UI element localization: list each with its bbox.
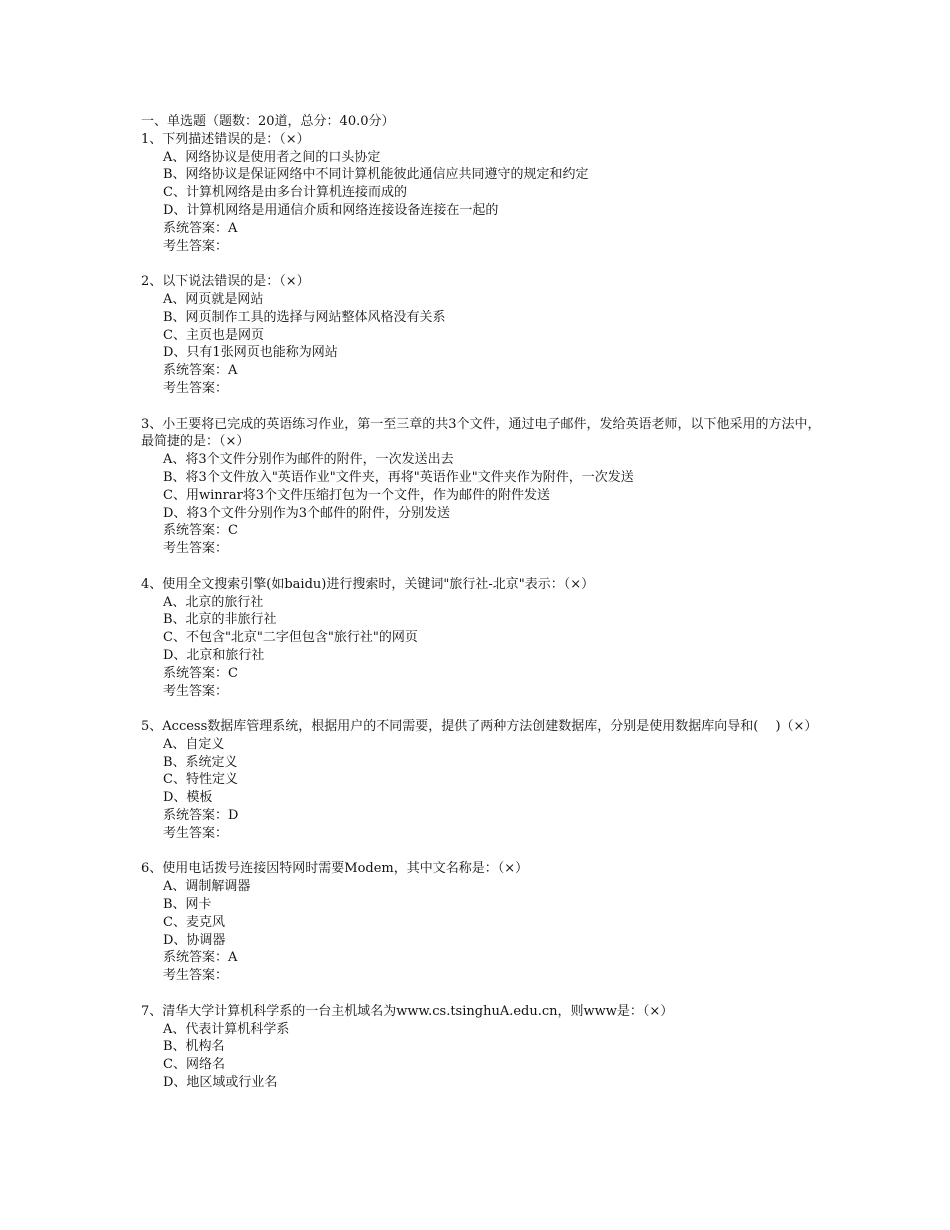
option-a: A、调制解调器 — [163, 879, 251, 895]
question-block — [141, 273, 821, 398]
question-stem: 5、Access数据库管理系统，根据用户的不同需要，提供了两种方法创建数据库，分别是使用数据库向导和( )（×） — [141, 719, 818, 735]
student-answer-label: 考生答案： — [163, 238, 229, 254]
spacer — [141, 398, 821, 416]
option-a: A、网页就是网站 — [163, 291, 264, 307]
exam-document — [141, 113, 821, 1092]
system-answer — [141, 665, 821, 683]
student-answer-label: 考生答案： — [163, 541, 229, 557]
question-block — [141, 131, 821, 256]
option-b: B、机构名 — [163, 1039, 225, 1055]
student-answer — [141, 238, 821, 256]
question-block — [141, 416, 821, 558]
question-stem: 4、使用全文搜索引擎(如baidu)进行搜索时，关键词"旅行社-北京"表示：（×） — [141, 576, 595, 592]
student-answer-label: 考生答案： — [163, 380, 229, 396]
system-answer-label: 系统答案： — [163, 363, 229, 379]
spacer — [141, 985, 821, 1003]
system-answer — [141, 949, 821, 967]
option-c: C、用winrar将3个文件压缩打包为一个文件，作为邮件的附件发送 — [163, 487, 551, 503]
system-answer — [141, 522, 821, 540]
option-c: C、麦克风 — [163, 914, 225, 930]
option-a: A、代表计算机科学系 — [163, 1021, 290, 1037]
question-stem: 2、以下说法错误的是：（×） — [141, 274, 310, 290]
option-c: C、主页也是网页 — [163, 327, 264, 343]
question-stem: 1、下列描述错误的是：（×） — [141, 131, 310, 147]
option-a: A、网络协议是使用者之间的口头协定 — [163, 149, 381, 165]
option-d: D、模板 — [163, 790, 213, 806]
system-answer-label: 系统答案： — [163, 808, 229, 824]
system-answer — [141, 807, 821, 825]
option-d: D、只有1张网页也能称为网站 — [163, 345, 338, 361]
student-answer-label: 考生答案： — [163, 968, 229, 984]
system-answer-value: D — [228, 808, 239, 824]
option-b: B、系统定义 — [163, 754, 238, 770]
section-title: 一、单选题（题数：20道，总分：40.0分） — [141, 114, 395, 129]
option-b: B、网络协议是保证网络中不同计算机能彼此通信应共同遵守的规定和约定 — [163, 167, 589, 183]
option-a: A、自定义 — [163, 736, 225, 752]
option-a: A、北京的旅行社 — [163, 594, 264, 610]
option-d: D、将3个文件分别作为3个邮件的附件，分别发送 — [163, 505, 450, 521]
option-d: D、地区域或行业名 — [163, 1075, 278, 1091]
spacer — [141, 558, 821, 576]
option-b: B、将3个文件放入"英语作业"文件夹，再将"英语作业"文件夹作为附件，一次发送 — [163, 469, 634, 485]
system-answer-label: 系统答案： — [163, 665, 229, 681]
student-answer-label: 考生答案： — [163, 683, 229, 699]
student-answer — [141, 380, 821, 398]
system-answer — [141, 220, 821, 238]
system-answer-value: C — [228, 665, 238, 681]
system-answer-value: A — [228, 363, 238, 379]
option-b: B、网页制作工具的选择与网站整体风格没有关系 — [163, 309, 446, 325]
question-block — [141, 860, 821, 985]
system-answer-value: A — [228, 950, 238, 966]
option-c: C、计算机网络是由多台计算机连接而成的 — [163, 185, 407, 201]
student-answer — [141, 683, 821, 701]
option-b: B、网卡 — [163, 897, 212, 913]
option-c: C、不包含"北京"二字但包含"旅行社"的网页 — [163, 630, 418, 646]
option-d: D、计算机网络是用通信介质和网络连接设备连接在一起的 — [163, 202, 499, 218]
option-b: B、北京的非旅行社 — [163, 612, 277, 628]
question-stem: 7、清华大学计算机科学系的一台主机域名为www.cs.tsinghuA.edu.cn，则www是：（×） — [141, 1003, 674, 1019]
option-a: A、将3个文件分别作为邮件的附件，一次发送出去 — [163, 452, 454, 468]
system-answer-value: C — [228, 523, 238, 539]
spacer — [141, 843, 821, 861]
student-answer — [141, 967, 821, 985]
student-answer — [141, 825, 821, 843]
question-block — [141, 718, 821, 843]
student-answer — [141, 540, 821, 558]
question-stem: 3、小王要将已完成的英语练习作业，第一至三章的共3个文件，通过电子邮件，发给英语老师，以下他采用的方法中，最简捷的是：（×） — [141, 416, 821, 450]
student-answer-label: 考生答案： — [163, 825, 229, 841]
option-d: D、协调器 — [163, 932, 226, 948]
option-d: D、北京和旅行社 — [163, 647, 265, 663]
system-answer — [141, 362, 821, 380]
question-block — [141, 1003, 821, 1092]
option-c: C、特性定义 — [163, 772, 238, 788]
system-answer-value: A — [228, 220, 238, 236]
option-c: C、网络名 — [163, 1057, 225, 1073]
system-answer-label: 系统答案： — [163, 950, 229, 966]
question-stem: 6、使用电话拨号连接因特网时需要Modem，其中文名称是：（×） — [141, 861, 529, 877]
system-answer-label: 系统答案： — [163, 523, 229, 539]
spacer — [141, 700, 821, 718]
question-block — [141, 576, 821, 701]
system-answer-label: 系统答案： — [163, 220, 229, 236]
spacer — [141, 255, 821, 273]
